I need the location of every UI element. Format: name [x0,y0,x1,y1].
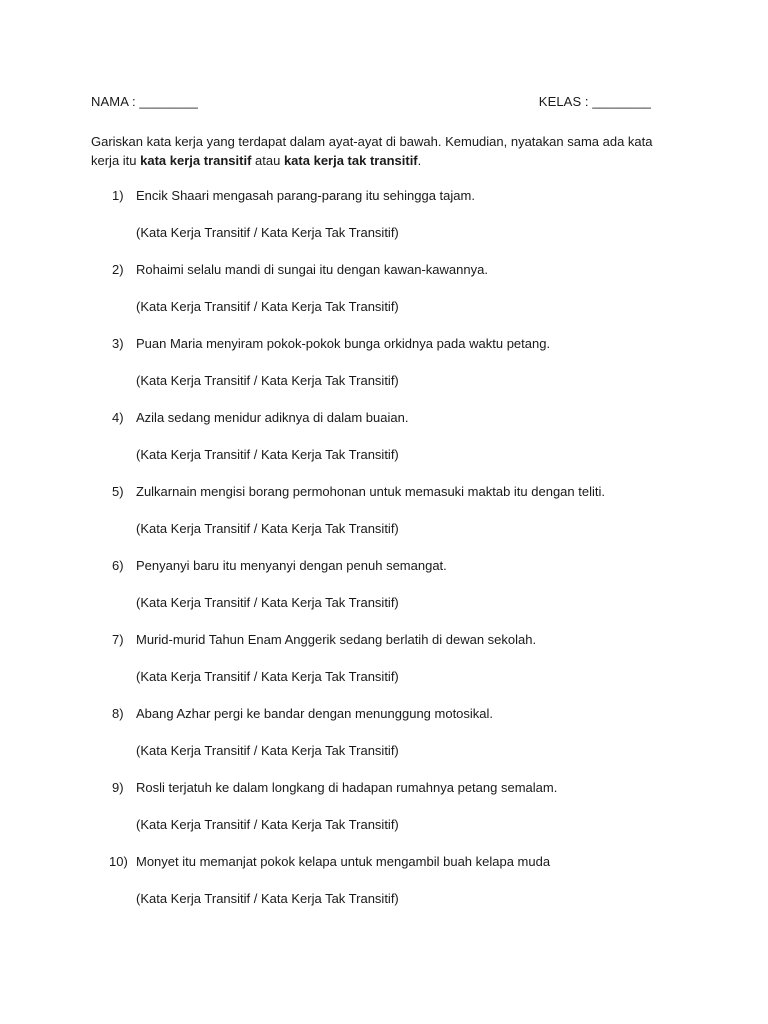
question-choice: (Kata Kerja Transitif / Kata Kerja Tak Transitif) [136,595,399,610]
question-sentence: Encik Shaari mengasah parang-parang itu sehingga tajam. [136,188,475,203]
question-number: 2) [112,262,124,277]
question-number: 3) [112,336,124,351]
question-sentence: Azila sedang menidur adiknya di dalam buaian. [136,410,409,425]
question-number: 8) [112,706,124,721]
instruction-part-3: . [417,153,422,168]
instruction-part-1: Gariskan kata kerja yang terdapat dalam ayat-ayat di bawah. Kemudian, nyatakan sama ada kata kerja itu [91,134,653,168]
question-number: 9) [112,780,124,795]
question-number: 5) [112,484,124,499]
instruction-bold-intransitive: kata kerja tak transitif [283,153,418,168]
question-number: 7) [112,632,124,647]
question-choice: (Kata Kerja Transitif / Kata Kerja Tak Transitif) [136,299,399,314]
question-choice: (Kata Kerja Transitif / Kata Kerja Tak Transitif) [136,743,399,758]
class-field: KELAS : ________ [538,94,651,109]
question-choice: (Kata Kerja Transitif / Kata Kerja Tak Transitif) [136,891,399,906]
question-sentence: Murid-murid Tahun Enam Anggerik sedang berlatih di dewan sekolah. [136,632,537,647]
instruction-part-2: atau [251,153,284,168]
question-sentence: Puan Maria menyiram pokok-pokok bunga orkidnya pada waktu petang. [136,336,551,351]
question-choice: (Kata Kerja Transitif / Kata Kerja Tak Transitif) [136,225,399,240]
question-sentence: Abang Azhar pergi ke bandar dengan menunggung motosikal. [136,706,494,721]
question-sentence: Penyanyi baru itu menyanyi dengan penuh semangat. [136,558,447,573]
name-field: NAMA : ________ [91,94,199,109]
question-choice: (Kata Kerja Transitif / Kata Kerja Tak Transitif) [136,669,399,684]
question-choice: (Kata Kerja Transitif / Kata Kerja Tak Transitif) [136,447,399,462]
instruction-text [91,132,671,170]
question-sentence: Monyet itu memanjat pokok kelapa untuk mengambil buah kelapa muda [136,854,551,869]
question-choice: (Kata Kerja Transitif / Kata Kerja Tak Transitif) [136,817,399,832]
question-choice: (Kata Kerja Transitif / Kata Kerja Tak Transitif) [136,373,399,388]
question-sentence: Rosli terjatuh ke dalam longkang di hadapan rumahnya petang semalam. [136,780,558,795]
question-number: 6) [112,558,124,573]
question-sentence: Rohaimi selalu mandi di sungai itu dengan kawan-kawannya. [136,262,488,277]
question-choice: (Kata Kerja Transitif / Kata Kerja Tak Transitif) [136,521,399,536]
header-row [91,94,651,112]
question-number: 1) [112,188,124,203]
question-number: 4) [112,410,124,425]
instruction-bold-transitive: kata kerja transitif [140,153,252,168]
question-sentence: Zulkarnain mengisi borang permohonan untuk memasuki maktab itu dengan teliti. [136,484,605,499]
question-number: 10) [109,854,128,869]
